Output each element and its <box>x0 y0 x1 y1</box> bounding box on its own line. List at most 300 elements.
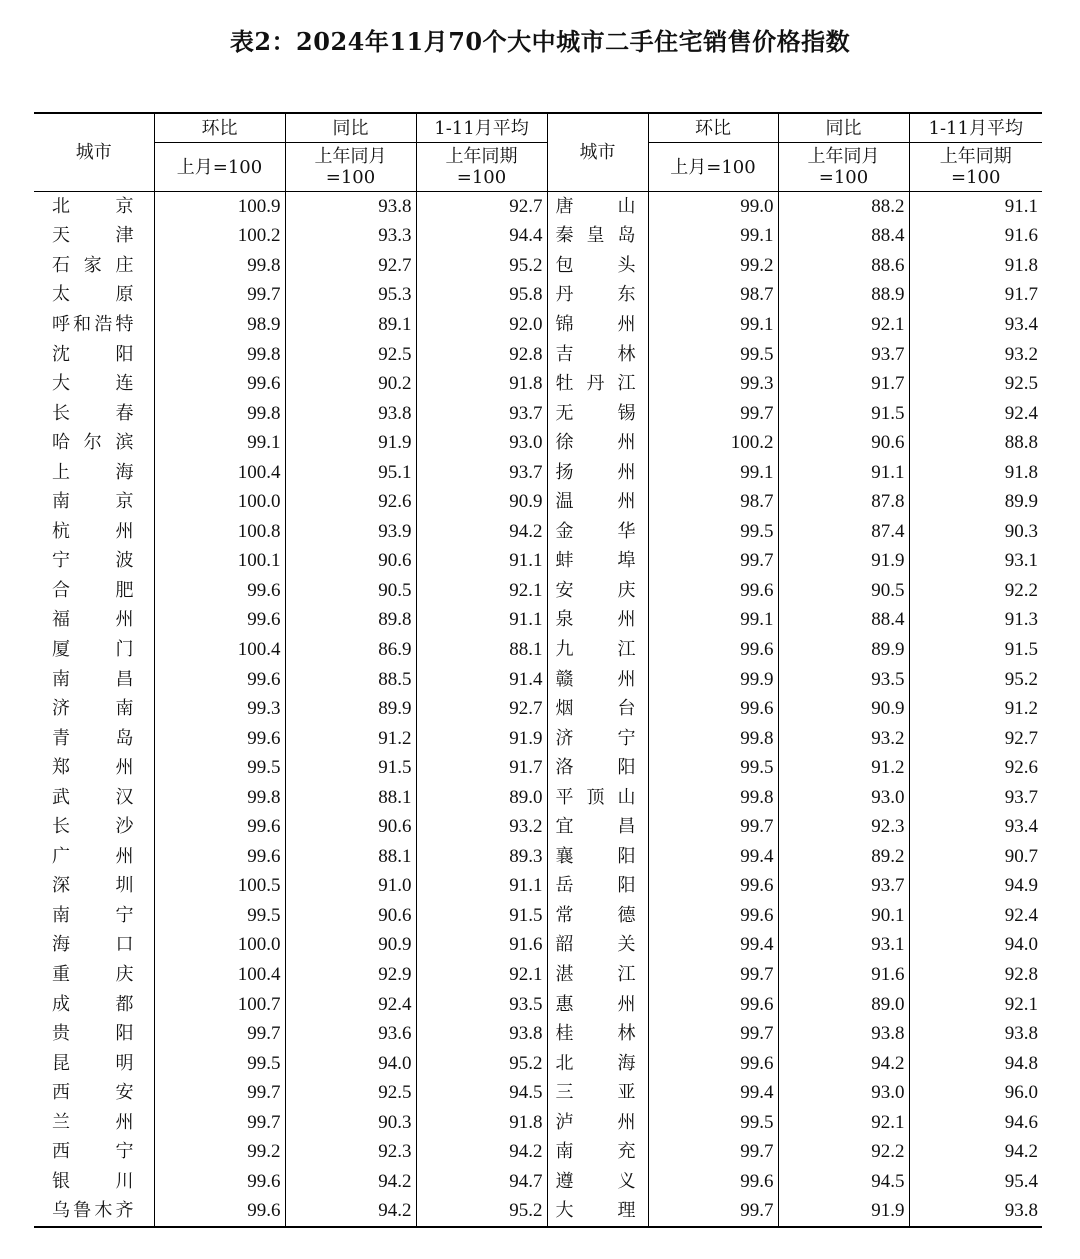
city-name <box>556 374 636 394</box>
yoy-cell-left: 92.9 <box>285 960 416 990</box>
mom-cell-right: 99.6 <box>648 901 778 931</box>
city-cell-left <box>34 960 154 990</box>
header-mom-left: 环比 <box>154 113 285 143</box>
yoy-cell-left: 90.5 <box>285 576 416 606</box>
city-cell-right <box>547 753 648 783</box>
city-cell-left <box>34 547 154 577</box>
avg-cell-right: 91.7 <box>909 281 1042 311</box>
avg-cell-left: 91.8 <box>416 1108 547 1138</box>
yoy-cell-right: 88.6 <box>778 251 909 281</box>
city-char: 阳 <box>617 757 636 779</box>
city-cell-left <box>34 1138 154 1168</box>
city-char: 襄 <box>555 845 574 867</box>
city-cell-left <box>34 1019 154 1049</box>
avg-cell-left: 92.8 <box>416 340 547 370</box>
yoy-cell-right: 92.1 <box>778 1108 909 1138</box>
mom-cell-right: 99.3 <box>648 369 778 399</box>
mom-cell-right: 99.6 <box>648 1167 778 1197</box>
mom-cell-left: 99.1 <box>154 428 285 458</box>
avg-cell-right: 94.9 <box>909 872 1042 902</box>
city-name <box>556 1024 636 1044</box>
yoy-cell-left: 90.9 <box>285 931 416 961</box>
city-name <box>52 965 134 985</box>
yoy-cell-right: 88.9 <box>778 281 909 311</box>
city-name <box>556 551 636 571</box>
city-char: 江 <box>617 373 636 395</box>
city-cell-left <box>34 576 154 606</box>
mom-cell-left: 100.2 <box>154 222 285 252</box>
city-char: 庄 <box>115 254 134 276</box>
avg-cell-left: 91.1 <box>416 606 547 636</box>
city-char: 南 <box>52 904 70 926</box>
city-char: 连 <box>115 373 134 395</box>
yoy-cell-left: 92.3 <box>285 1138 416 1168</box>
city-cell-right <box>547 842 648 872</box>
city-char: 昌 <box>617 816 636 838</box>
yoy-cell-right: 88.4 <box>778 606 909 636</box>
avg-cell-left: 92.7 <box>416 192 547 222</box>
header-mom-base-right: 上月=100 <box>648 143 778 192</box>
city-char: 宁 <box>115 904 134 926</box>
city-cell-left <box>34 872 154 902</box>
header-mom-base-left: 上月=100 <box>154 143 285 192</box>
city-char: 烟 <box>555 698 574 720</box>
city-cell-left <box>34 399 154 429</box>
table-body <box>34 192 1042 1228</box>
avg-cell-right: 94.2 <box>909 1138 1042 1168</box>
city-char: 木 <box>94 1200 113 1222</box>
avg-cell-right: 92.5 <box>909 369 1042 399</box>
city-cell-left <box>34 222 154 252</box>
table-row <box>34 399 1042 429</box>
city-char: 泸 <box>555 1111 574 1133</box>
mom-cell-right: 99.2 <box>648 251 778 281</box>
city-char: 南 <box>52 668 70 690</box>
city-char: 口 <box>115 934 134 956</box>
city-name <box>556 433 636 453</box>
mom-cell-right: 99.7 <box>648 812 778 842</box>
city-cell-left <box>34 1167 154 1197</box>
city-char: 圳 <box>115 875 134 897</box>
mom-cell-left: 99.6 <box>154 724 285 754</box>
city-name <box>556 817 636 837</box>
avg-cell-left: 95.8 <box>416 281 547 311</box>
city-char: 宁 <box>617 727 636 749</box>
table-row <box>34 222 1042 252</box>
city-name <box>52 699 134 719</box>
city-name <box>556 640 636 660</box>
city-cell-left <box>34 192 154 222</box>
city-char: 都 <box>115 993 134 1015</box>
city-name <box>52 670 134 690</box>
city-char: 常 <box>555 904 574 926</box>
table-row <box>34 872 1042 902</box>
yoy-cell-left: 93.8 <box>285 192 416 222</box>
yoy-cell-right: 88.2 <box>778 192 909 222</box>
city-name <box>556 670 636 690</box>
yoy-cell-right: 87.4 <box>778 517 909 547</box>
price-index-table <box>34 112 1042 1228</box>
city-cell-right <box>547 458 648 488</box>
mom-cell-left: 100.8 <box>154 517 285 547</box>
city-char: 和 <box>73 313 92 335</box>
yoy-cell-right: 93.5 <box>778 665 909 695</box>
header-avg-base-line2: =100 <box>456 167 507 188</box>
city-char: 京 <box>115 195 134 217</box>
city-cell-left <box>34 753 154 783</box>
yoy-cell-left: 92.5 <box>285 1078 416 1108</box>
yoy-cell-right: 91.7 <box>778 369 909 399</box>
avg-cell-right: 93.8 <box>909 1197 1042 1228</box>
city-cell-left <box>34 606 154 636</box>
city-name <box>52 1083 134 1103</box>
yoy-cell-right: 89.2 <box>778 842 909 872</box>
mom-cell-right: 99.4 <box>648 1078 778 1108</box>
city-name <box>556 492 636 512</box>
city-cell-right <box>547 665 648 695</box>
city-char: 昆 <box>52 1052 70 1074</box>
city-char: 长 <box>52 402 70 424</box>
city-char: 西 <box>52 1082 70 1104</box>
header-yoy-base-line2: =100 <box>818 167 869 188</box>
city-cell-right <box>547 1078 648 1108</box>
city-char: 春 <box>115 402 134 424</box>
mom-cell-left: 100.4 <box>154 960 285 990</box>
city-cell-right <box>547 547 648 577</box>
avg-cell-left: 93.2 <box>416 812 547 842</box>
city-name <box>52 1054 134 1074</box>
avg-cell-right: 90.3 <box>909 517 1042 547</box>
city-char: 州 <box>617 993 636 1015</box>
city-name <box>52 1172 134 1192</box>
avg-cell-right: 95.2 <box>909 665 1042 695</box>
yoy-cell-right: 90.6 <box>778 428 909 458</box>
city-cell-right <box>547 517 648 547</box>
avg-cell-left: 91.8 <box>416 369 547 399</box>
city-cell-left <box>34 1078 154 1108</box>
city-name <box>52 876 134 896</box>
city-char: 州 <box>617 461 636 483</box>
mom-cell-left: 100.0 <box>154 931 285 961</box>
city-name <box>556 315 636 335</box>
city-char: 南 <box>555 1141 574 1163</box>
mom-cell-right: 99.6 <box>648 872 778 902</box>
city-name <box>52 906 134 926</box>
city-cell-left <box>34 517 154 547</box>
header-city-left: 城市 <box>34 113 154 192</box>
table-row <box>34 990 1042 1020</box>
city-char: 华 <box>617 520 636 542</box>
city-char: 北 <box>555 1052 574 1074</box>
city-char: 州 <box>617 491 636 513</box>
city-char: 东 <box>617 284 636 306</box>
city-name <box>52 640 134 660</box>
mom-cell-right: 99.1 <box>648 310 778 340</box>
mom-cell-right: 99.4 <box>648 842 778 872</box>
city-cell-left <box>34 694 154 724</box>
city-cell-right <box>547 694 648 724</box>
city-cell-right <box>547 931 648 961</box>
city-name <box>556 285 636 305</box>
mom-cell-right: 98.7 <box>648 487 778 517</box>
city-char: 皇 <box>586 225 605 247</box>
city-cell-right <box>547 192 648 222</box>
header-yoy-base-line1: 上年同月 <box>807 146 880 167</box>
city-char: 肥 <box>115 579 134 601</box>
city-char: 厦 <box>52 638 70 660</box>
yoy-cell-left: 90.6 <box>285 547 416 577</box>
avg-cell-right: 90.7 <box>909 842 1042 872</box>
city-char: 平 <box>555 786 574 808</box>
yoy-cell-right: 93.8 <box>778 1019 909 1049</box>
city-char: 头 <box>617 254 636 276</box>
city-name <box>52 345 134 365</box>
city-char: 海 <box>52 934 70 956</box>
city-cell-left <box>34 665 154 695</box>
city-char: 包 <box>555 254 574 276</box>
city-char: 埠 <box>617 550 636 572</box>
city-char: 南 <box>115 698 134 720</box>
yoy-cell-left: 93.9 <box>285 517 416 547</box>
yoy-cell-left: 86.9 <box>285 635 416 665</box>
city-cell-left <box>34 931 154 961</box>
city-char: 江 <box>617 638 636 660</box>
city-char: 沙 <box>115 816 134 838</box>
city-char: 天 <box>52 225 70 247</box>
city-name <box>52 729 134 749</box>
city-char: 三 <box>555 1082 574 1104</box>
avg-cell-left: 91.6 <box>416 931 547 961</box>
mom-cell-left: 100.0 <box>154 487 285 517</box>
avg-cell-right: 91.6 <box>909 222 1042 252</box>
city-name <box>556 610 636 630</box>
header-mom-right: 环比 <box>648 113 778 143</box>
city-cell-right <box>547 606 648 636</box>
mom-cell-left: 98.9 <box>154 310 285 340</box>
header-yoy-base-line2: =100 <box>325 167 376 188</box>
mom-cell-right: 99.1 <box>648 606 778 636</box>
mom-cell-right: 99.1 <box>648 222 778 252</box>
yoy-cell-left: 94.0 <box>285 1049 416 1079</box>
yoy-cell-right: 94.2 <box>778 1049 909 1079</box>
city-char: 鲁 <box>73 1200 92 1222</box>
mom-cell-left: 99.5 <box>154 753 285 783</box>
mom-cell-left: 100.4 <box>154 458 285 488</box>
city-char: 滨 <box>115 432 134 454</box>
mom-cell-right: 99.6 <box>648 576 778 606</box>
avg-cell-left: 91.7 <box>416 753 547 783</box>
city-char: 赣 <box>555 668 574 690</box>
city-name <box>52 433 134 453</box>
mom-cell-left: 99.6 <box>154 812 285 842</box>
city-cell-right <box>547 901 648 931</box>
city-char: 明 <box>115 1052 134 1074</box>
avg-cell-left: 95.2 <box>416 251 547 281</box>
mom-cell-left: 99.8 <box>154 251 285 281</box>
city-char: 林 <box>617 343 636 365</box>
mom-cell-right: 99.6 <box>648 990 778 1020</box>
city-char: 亚 <box>617 1082 636 1104</box>
mom-cell-left: 99.8 <box>154 340 285 370</box>
city-name <box>556 788 636 808</box>
mom-cell-left: 99.8 <box>154 399 285 429</box>
mom-cell-left: 99.7 <box>154 1019 285 1049</box>
avg-cell-right: 92.4 <box>909 901 1042 931</box>
city-char: 海 <box>115 461 134 483</box>
city-char: 州 <box>617 313 636 335</box>
table-row <box>34 1049 1042 1079</box>
avg-cell-left: 94.7 <box>416 1167 547 1197</box>
yoy-cell-left: 90.2 <box>285 369 416 399</box>
avg-cell-left: 93.0 <box>416 428 547 458</box>
avg-cell-left: 91.1 <box>416 547 547 577</box>
header-avg-base-right <box>909 143 1042 192</box>
city-char: 岛 <box>617 225 636 247</box>
city-cell-right <box>547 635 648 665</box>
avg-cell-left: 93.8 <box>416 1019 547 1049</box>
mom-cell-left: 99.7 <box>154 1078 285 1108</box>
city-char: 昌 <box>115 668 134 690</box>
header-avg-base-line1: 上年同期 <box>939 146 1012 167</box>
city-char: 泉 <box>555 609 574 631</box>
city-name <box>556 1142 636 1162</box>
avg-cell-right: 94.6 <box>909 1108 1042 1138</box>
city-name <box>52 788 134 808</box>
mom-cell-left: 99.6 <box>154 606 285 636</box>
city-char: 西 <box>52 1141 70 1163</box>
yoy-cell-left: 91.5 <box>285 753 416 783</box>
city-char: 江 <box>617 963 636 985</box>
avg-cell-right: 91.3 <box>909 606 1042 636</box>
city-name <box>52 995 134 1015</box>
yoy-cell-right: 91.5 <box>778 399 909 429</box>
city-char: 兰 <box>52 1111 70 1133</box>
table-row <box>34 901 1042 931</box>
city-cell-left <box>34 1108 154 1138</box>
city-name <box>556 1113 636 1133</box>
city-cell-left <box>34 251 154 281</box>
city-char: 阳 <box>617 875 636 897</box>
table-row <box>34 369 1042 399</box>
city-name <box>52 1201 134 1221</box>
city-name <box>52 1024 134 1044</box>
city-cell-right <box>547 1197 648 1228</box>
yoy-cell-left: 94.2 <box>285 1197 416 1228</box>
city-name <box>556 876 636 896</box>
avg-cell-right: 91.2 <box>909 694 1042 724</box>
header-yoy-base-left <box>285 143 416 192</box>
mom-cell-right: 99.7 <box>648 547 778 577</box>
avg-cell-right: 92.2 <box>909 576 1042 606</box>
city-name <box>52 935 134 955</box>
yoy-cell-left: 88.1 <box>285 842 416 872</box>
avg-cell-left: 95.2 <box>416 1197 547 1228</box>
table-row <box>34 428 1042 458</box>
avg-cell-left: 91.5 <box>416 901 547 931</box>
city-char: 温 <box>555 491 574 513</box>
yoy-cell-right: 93.7 <box>778 872 909 902</box>
avg-cell-left: 94.4 <box>416 222 547 252</box>
city-char: 哈 <box>52 432 70 454</box>
table-row <box>34 192 1042 222</box>
table-row <box>34 487 1042 517</box>
city-char: 郑 <box>52 757 70 779</box>
city-cell-right <box>547 1167 648 1197</box>
city-name <box>52 581 134 601</box>
city-cell-left <box>34 842 154 872</box>
mom-cell-right: 99.1 <box>648 458 778 488</box>
city-char: 锦 <box>555 313 574 335</box>
city-char: 秦 <box>555 225 574 247</box>
mom-cell-left: 100.1 <box>154 547 285 577</box>
city-char: 州 <box>617 1111 636 1133</box>
city-char: 惠 <box>555 993 574 1015</box>
city-cell-left <box>34 487 154 517</box>
city-name <box>556 226 636 246</box>
mom-cell-right: 99.6 <box>648 694 778 724</box>
mom-cell-right: 99.6 <box>648 1049 778 1079</box>
city-cell-left <box>34 635 154 665</box>
yoy-cell-right: 92.1 <box>778 310 909 340</box>
city-char: 宁 <box>52 550 70 572</box>
city-char: 唐 <box>555 195 574 217</box>
mom-cell-left: 99.5 <box>154 1049 285 1079</box>
yoy-cell-left: 95.1 <box>285 458 416 488</box>
avg-cell-right: 93.7 <box>909 783 1042 813</box>
city-char: 庆 <box>617 579 636 601</box>
city-name <box>556 995 636 1015</box>
city-cell-left <box>34 1197 154 1228</box>
yoy-cell-right: 91.9 <box>778 547 909 577</box>
avg-cell-left: 93.5 <box>416 990 547 1020</box>
city-name <box>556 1172 636 1192</box>
yoy-cell-left: 91.2 <box>285 724 416 754</box>
city-name <box>52 492 134 512</box>
city-char: 州 <box>115 609 134 631</box>
city-char: 安 <box>115 1082 134 1104</box>
table-row <box>34 1167 1042 1197</box>
yoy-cell-left: 92.4 <box>285 990 416 1020</box>
yoy-cell-left: 92.7 <box>285 251 416 281</box>
header-avg-base-line1: 上年同期 <box>445 146 518 167</box>
mom-cell-left: 99.8 <box>154 783 285 813</box>
mom-cell-left: 100.4 <box>154 635 285 665</box>
yoy-cell-left: 89.1 <box>285 310 416 340</box>
yoy-cell-right: 90.9 <box>778 694 909 724</box>
city-char: 韶 <box>555 934 574 956</box>
city-name <box>52 374 134 394</box>
avg-cell-right: 95.4 <box>909 1167 1042 1197</box>
price-index-table-container <box>34 112 1042 1228</box>
city-char: 州 <box>115 845 134 867</box>
yoy-cell-left: 92.5 <box>285 340 416 370</box>
city-cell-right <box>547 724 648 754</box>
city-char: 州 <box>115 757 134 779</box>
city-char: 义 <box>617 1170 636 1192</box>
mom-cell-left: 100.9 <box>154 192 285 222</box>
avg-cell-right: 91.8 <box>909 458 1042 488</box>
header-yoy-right: 同比 <box>778 113 909 143</box>
table-row <box>34 606 1042 636</box>
table-row <box>34 1019 1042 1049</box>
yoy-cell-right: 94.5 <box>778 1167 909 1197</box>
table-row <box>34 694 1042 724</box>
avg-cell-left: 92.1 <box>416 576 547 606</box>
avg-cell-left: 93.7 <box>416 458 547 488</box>
city-cell-left <box>34 990 154 1020</box>
city-char: 武 <box>52 786 70 808</box>
mom-cell-left: 99.6 <box>154 1167 285 1197</box>
